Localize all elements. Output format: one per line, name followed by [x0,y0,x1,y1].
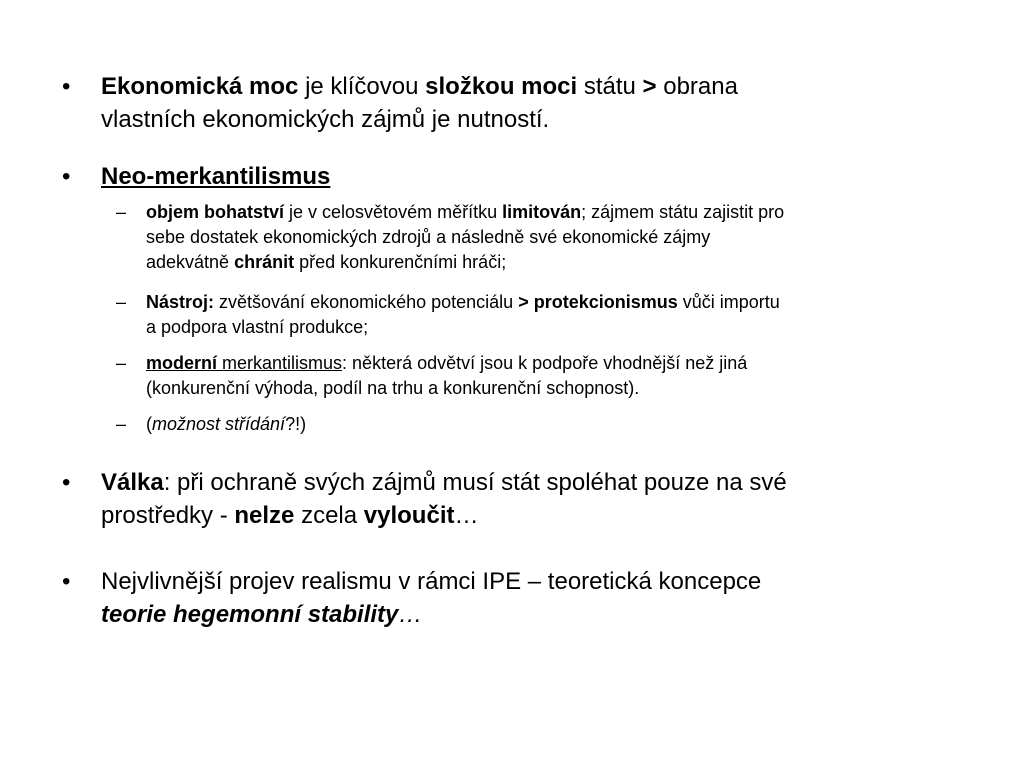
bullet-marker: • [62,469,71,496]
bullet-text [101,160,931,193]
dash-marker: – [116,202,127,222]
line-1: Ekonomická moc je klíčovou složkou moci státu > obrana [101,73,738,100]
bullet-text: Válka: při ochraně svých zájmů musí stát spoléhat pouze na své prostředky - nelze zcela vyloučit… [101,469,787,529]
dash-marker: – [116,292,127,312]
bullet-marker: • [62,163,71,190]
subbullet-text: Nástroj: zvětšování ekonomického potenciálu > protekcionismus vůči importu a podpora vlastní produkce; [146,292,780,337]
dash-marker: – [116,414,127,434]
term-hegemonic-stability: teorie hegemonní stability [101,601,399,628]
term-component-of-power: složkou moci [425,73,578,100]
subbullet-text: (možnost střídání?!) [146,414,307,434]
bullet-text [101,70,931,136]
bullet-marker: • [62,568,71,595]
line-2: vlastních ekonomických zájmů je nutností. [101,106,550,133]
subbullet-text: moderní merkantilismus: některá odvětví jsou k podpoře vhodnější než jiná (konkurenční výhoda, podíl na trhu a konkurenční schopnost). [146,353,748,398]
heading-neo-mercantilism: Neo-merkantilismus [101,163,331,190]
subbullet-text: objem bohatství je v celosvětovém měřítku limitován; zájmem státu zajistit pro sebe dostatek ekonomických zdrojů a následně své ekonomické zájmy adekvátně chránit před konkurenčními hráči; [146,202,785,272]
term-economic-power: Ekonomická moc [101,73,299,100]
dash-marker: – [116,353,127,373]
bullet-text: Nejvlivnější projev realismu v rámci IPE – teoretická koncepce teorie hegemonní stability… [101,568,762,628]
bullet-marker: • [62,73,71,100]
